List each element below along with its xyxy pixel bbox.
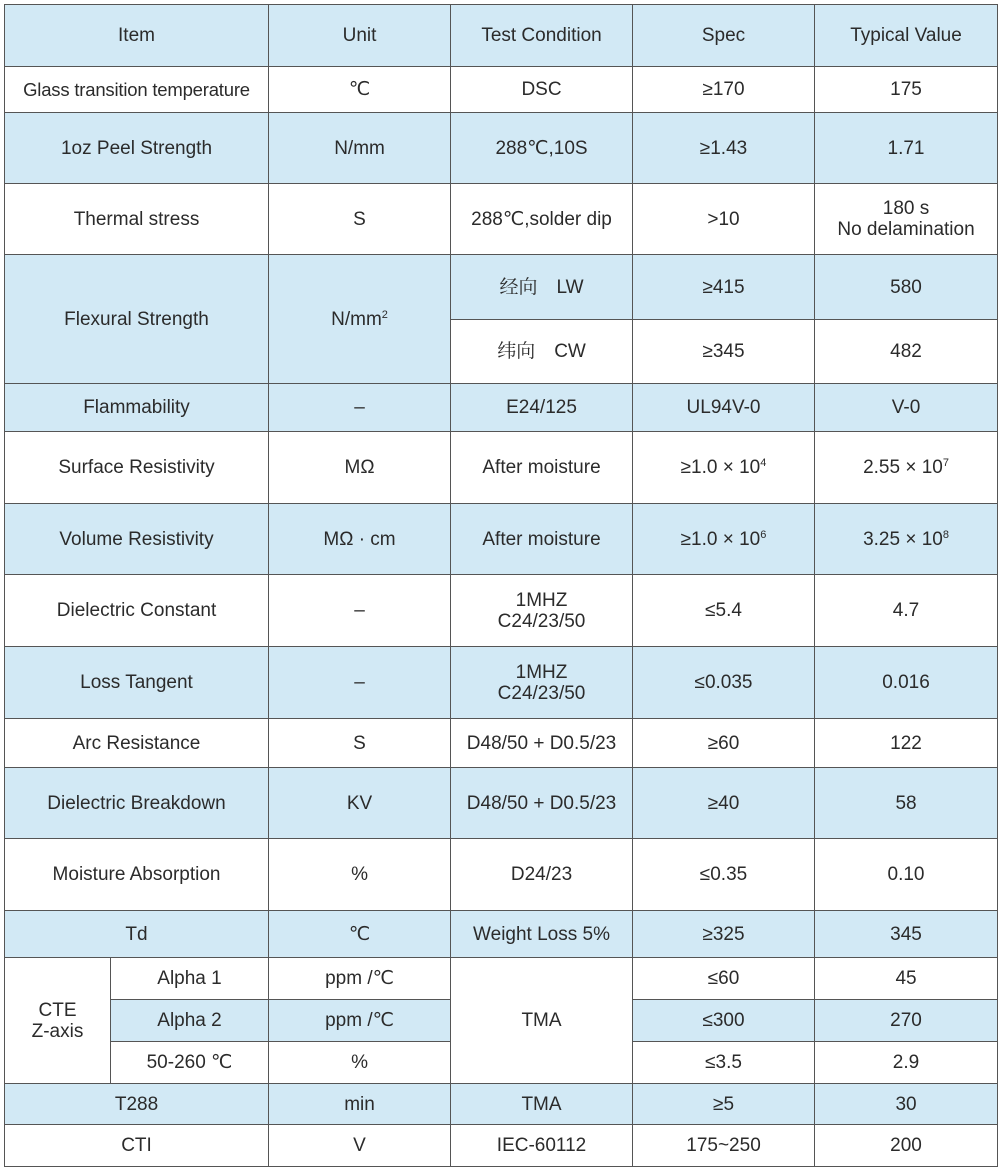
condition-cell xyxy=(451,575,633,647)
condition-cell: D24/23 xyxy=(451,839,633,911)
unit-cell: ℃ xyxy=(269,911,451,958)
typical-cell: 30 xyxy=(815,1084,998,1125)
table-row xyxy=(5,958,998,1000)
spec-cell: ≥325 xyxy=(633,911,815,958)
spec-exponent: 6 xyxy=(760,528,767,541)
table-row xyxy=(5,1084,998,1125)
condition-line-1: 1MHZ xyxy=(515,661,568,683)
table-row xyxy=(5,647,998,719)
unit-cell: ppm /℃ xyxy=(269,958,451,1000)
condition-cell: Weight Loss 5% xyxy=(451,911,633,958)
condition-cell: D48/50 + D0.5/23 xyxy=(451,719,633,768)
condition-cell: 288℃,solder dip xyxy=(451,184,633,255)
spec-cell: ≥40 xyxy=(633,768,815,839)
condition-cell: After moisture xyxy=(451,504,633,575)
condition-cell: DSC xyxy=(451,67,633,113)
typical-cell: 580 xyxy=(815,255,998,320)
item-cell: Alpha 2 xyxy=(111,1000,269,1042)
spec-cell: ≤0.035 xyxy=(633,647,815,719)
table-row xyxy=(5,255,998,320)
item-cell: Glass transition temperature xyxy=(5,67,269,113)
item-cell: Volume Resistivity xyxy=(5,504,269,575)
header-unit: Unit xyxy=(269,5,451,67)
spec-cell: ≤3.5 xyxy=(633,1042,815,1084)
spec-cell: ≥415 xyxy=(633,255,815,320)
table-row xyxy=(5,839,998,911)
condition-cell: IEC-60112 xyxy=(451,1125,633,1167)
spec-cell: ≤300 xyxy=(633,1000,815,1042)
unit-cell: min xyxy=(269,1084,451,1125)
item-cell: T288 xyxy=(5,1084,269,1125)
table-row xyxy=(5,432,998,504)
typical-cell: 4.7 xyxy=(815,575,998,647)
spec-table xyxy=(4,4,998,1167)
spec-base: ≥1.0 × 10 xyxy=(680,528,761,550)
typical-cell: 270 xyxy=(815,1000,998,1042)
cte-label: CTE xyxy=(38,999,77,1021)
unit-cell: % xyxy=(269,839,451,911)
table-row xyxy=(5,113,998,184)
typical-base: 3.25 × 10 xyxy=(863,528,943,550)
spec-cell: >10 xyxy=(633,184,815,255)
spec-cell: ≤5.4 xyxy=(633,575,815,647)
typical-cell xyxy=(815,432,998,504)
condition-cell: E24/125 xyxy=(451,384,633,432)
typical-exponent: 8 xyxy=(942,528,949,541)
table-row xyxy=(5,575,998,647)
item-cell: Dielectric Breakdown xyxy=(5,768,269,839)
spec-cell: ≤0.35 xyxy=(633,839,815,911)
unit-cell: N/mm xyxy=(269,113,451,184)
spec-cell: ≥170 xyxy=(633,67,815,113)
table-row xyxy=(5,184,998,255)
unit-base: N/mm xyxy=(331,308,382,330)
condition-cell: 纬向 CW xyxy=(451,320,633,384)
table-row xyxy=(5,504,998,575)
condition-line-2: C24/23/50 xyxy=(497,682,586,704)
table-row xyxy=(5,719,998,768)
typical-cell: 0.016 xyxy=(815,647,998,719)
condition-cell: 288℃,10S xyxy=(451,113,633,184)
unit-cell: % xyxy=(269,1042,451,1084)
spec-cell: UL94V-0 xyxy=(633,384,815,432)
item-cell: Moisture Absorption xyxy=(5,839,269,911)
header-typical-value: Typical Value xyxy=(815,5,998,67)
unit-cell: MΩ · cm xyxy=(269,504,451,575)
condition-cell: TMA xyxy=(451,1084,633,1125)
unit-cell: – xyxy=(269,575,451,647)
item-cell: Flammability xyxy=(5,384,269,432)
typical-cell: V-0 xyxy=(815,384,998,432)
table-row xyxy=(5,384,998,432)
cte-axis-label: Z-axis xyxy=(31,1020,84,1042)
header-spec: Spec xyxy=(633,5,815,67)
typical-cell xyxy=(815,184,998,255)
spec-cell: 175~250 xyxy=(633,1125,815,1167)
typical-cell: 345 xyxy=(815,911,998,958)
item-cell: Dielectric Constant xyxy=(5,575,269,647)
typical-exponent: 7 xyxy=(942,457,949,469)
typical-cell: 58 xyxy=(815,768,998,839)
condition-line-2: C24/23/50 xyxy=(497,610,586,632)
item-cell: 1oz Peel Strength xyxy=(5,113,269,184)
spec-cell: ≥345 xyxy=(633,320,815,384)
unit-cell: ℃ xyxy=(269,67,451,113)
unit-cell: – xyxy=(269,647,451,719)
spec-cell: ≥60 xyxy=(633,719,815,768)
spec-cell: ≥5 xyxy=(633,1084,815,1125)
typical-cell: 175 xyxy=(815,67,998,113)
item-cell: Td xyxy=(5,911,269,958)
unit-cell: MΩ xyxy=(269,432,451,504)
item-cell: Alpha 1 xyxy=(111,958,269,1000)
header-row xyxy=(5,5,998,67)
table-row xyxy=(5,1125,998,1167)
typical-cell: 0.10 xyxy=(815,839,998,911)
typical-cell: 122 xyxy=(815,719,998,768)
unit-cell: KV xyxy=(269,768,451,839)
condition-cell: 经向 LW xyxy=(451,255,633,320)
typical-cell: 482 xyxy=(815,320,998,384)
item-cell: Surface Resistivity xyxy=(5,432,269,504)
unit-cell: ppm /℃ xyxy=(269,1000,451,1042)
condition-cell: TMA xyxy=(451,958,633,1084)
table-row xyxy=(5,911,998,958)
spec-base: ≥1.0 × 10 xyxy=(680,457,761,478)
cte-group-cell xyxy=(5,958,111,1084)
item-cell: Flexural Strength xyxy=(5,255,269,384)
header-test-condition: Test Condition xyxy=(451,5,633,67)
typical-cell: 2.9 xyxy=(815,1042,998,1084)
spec-cell: ≥1.43 xyxy=(633,113,815,184)
item-cell: Thermal stress xyxy=(5,184,269,255)
unit-cell xyxy=(269,255,451,384)
unit-cell: S xyxy=(269,184,451,255)
typical-cell xyxy=(815,504,998,575)
unit-cell: – xyxy=(269,384,451,432)
condition-cell xyxy=(451,647,633,719)
condition-cell: After moisture xyxy=(451,432,633,504)
typical-cell: 1.71 xyxy=(815,113,998,184)
typical-line-2: No delamination xyxy=(837,219,975,240)
unit-cell: S xyxy=(269,719,451,768)
unit-cell: V xyxy=(269,1125,451,1167)
typical-line-1: 180 s xyxy=(882,198,930,219)
item-cell: CTI xyxy=(5,1125,269,1167)
typical-cell: 200 xyxy=(815,1125,998,1167)
condition-cell: D48/50 + D0.5/23 xyxy=(451,768,633,839)
item-cell: Loss Tangent xyxy=(5,647,269,719)
table-row xyxy=(5,768,998,839)
typical-cell: 45 xyxy=(815,958,998,1000)
item-cell: Arc Resistance xyxy=(5,719,269,768)
header-item: Item xyxy=(5,5,269,67)
spec-cell: ≤60 xyxy=(633,958,815,1000)
spec-cell xyxy=(633,504,815,575)
item-cell: 50-260 ℃ xyxy=(111,1042,269,1084)
typical-base: 2.55 × 10 xyxy=(863,457,943,478)
condition-line-1: 1MHZ xyxy=(515,589,568,611)
spec-cell xyxy=(633,432,815,504)
table-row xyxy=(5,67,998,113)
spec-exponent: 4 xyxy=(760,457,767,469)
unit-exponent: 2 xyxy=(381,308,388,321)
